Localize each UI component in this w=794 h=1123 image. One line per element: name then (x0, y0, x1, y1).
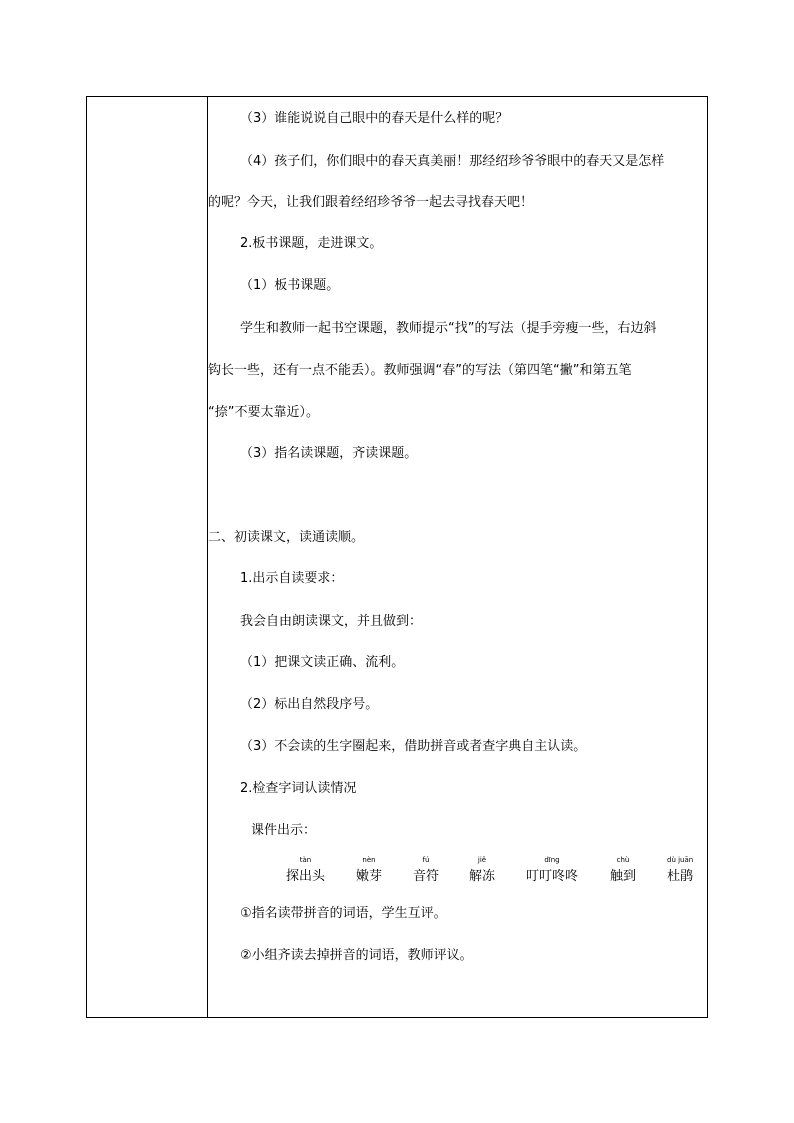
pinyin: dù juān (667, 856, 694, 864)
word-text: 杜鹃 (667, 869, 694, 884)
text-line: 课件出示： (251, 823, 317, 838)
word-text: 嫩芽 (356, 869, 383, 884)
word-text: 触到 (610, 869, 637, 884)
text-line: 我会自由朗读课文，并且做到： (240, 614, 423, 629)
text-line: 的呢？今天，让我们跟着经绍珍爷爷一起去寻找春天吧！ (208, 195, 534, 210)
text-line: （1）板书课题。 (240, 278, 340, 293)
pinyin-word (286, 856, 325, 885)
pinyin-word (667, 856, 693, 885)
text-line: “捺”不要太靠近）。 (208, 405, 319, 420)
pinyin-word (413, 856, 439, 885)
pinyin-word-row (208, 856, 708, 888)
text-line: （2）标出自然段序号。 (240, 697, 379, 712)
text-line: （3）谁能说说自己眼中的春天是什么样的呢？ (240, 111, 509, 126)
text-line: ①指名读带拼音的词语，学生互评。 (240, 906, 447, 921)
text-line: （3）指名读课题，齐读课题。 (240, 446, 418, 461)
pinyin-word (610, 856, 636, 885)
pinyin: fú (422, 856, 430, 864)
text-line: 2.检查字词认读情况 (240, 781, 357, 796)
pinyin-word (469, 856, 495, 885)
pinyin: nèn (362, 856, 376, 864)
text-line: 1.出示自读要求： (240, 571, 344, 586)
text-line: （1）把课文读正确、流利。 (240, 655, 405, 670)
word-text: 探出头 (286, 869, 326, 884)
pinyin-word (356, 856, 382, 885)
pinyin: chù (616, 856, 630, 864)
text-line: ②小组齐读去掉拼音的词语，教师评议。 (240, 948, 473, 963)
text-line: 2.板书课题，走进课文。 (240, 236, 383, 251)
text-line: （4）孩子们，你们眼中的春天真美丽！那经绍珍爷爷眼中的春天又是怎样 (240, 154, 665, 169)
text-line: 学生和教师一起书空课题，教师提示“找”的写法（提手旁瘦一些，右边斜 (240, 321, 657, 336)
word-text: 解冻 (469, 869, 496, 884)
text-line: （3）不会读的生字圈起来，借助拼音或者查字典自主认读。 (240, 739, 587, 754)
word-text: 叮叮咚咚 (526, 869, 579, 884)
pinyin: dīng (544, 856, 560, 864)
pinyin: jiě (477, 856, 487, 864)
content-cell (208, 96, 708, 1018)
pinyin: tàn (299, 856, 312, 864)
pinyin-word (526, 856, 578, 885)
section-heading: 二、初读课文，读通读顺。 (208, 530, 365, 545)
word-text: 音符 (413, 869, 440, 884)
text-line: 钩长一些，还有一点不能丢）。教师强调“春”的写法（第四笔“撇”和第五笔 (208, 363, 632, 378)
